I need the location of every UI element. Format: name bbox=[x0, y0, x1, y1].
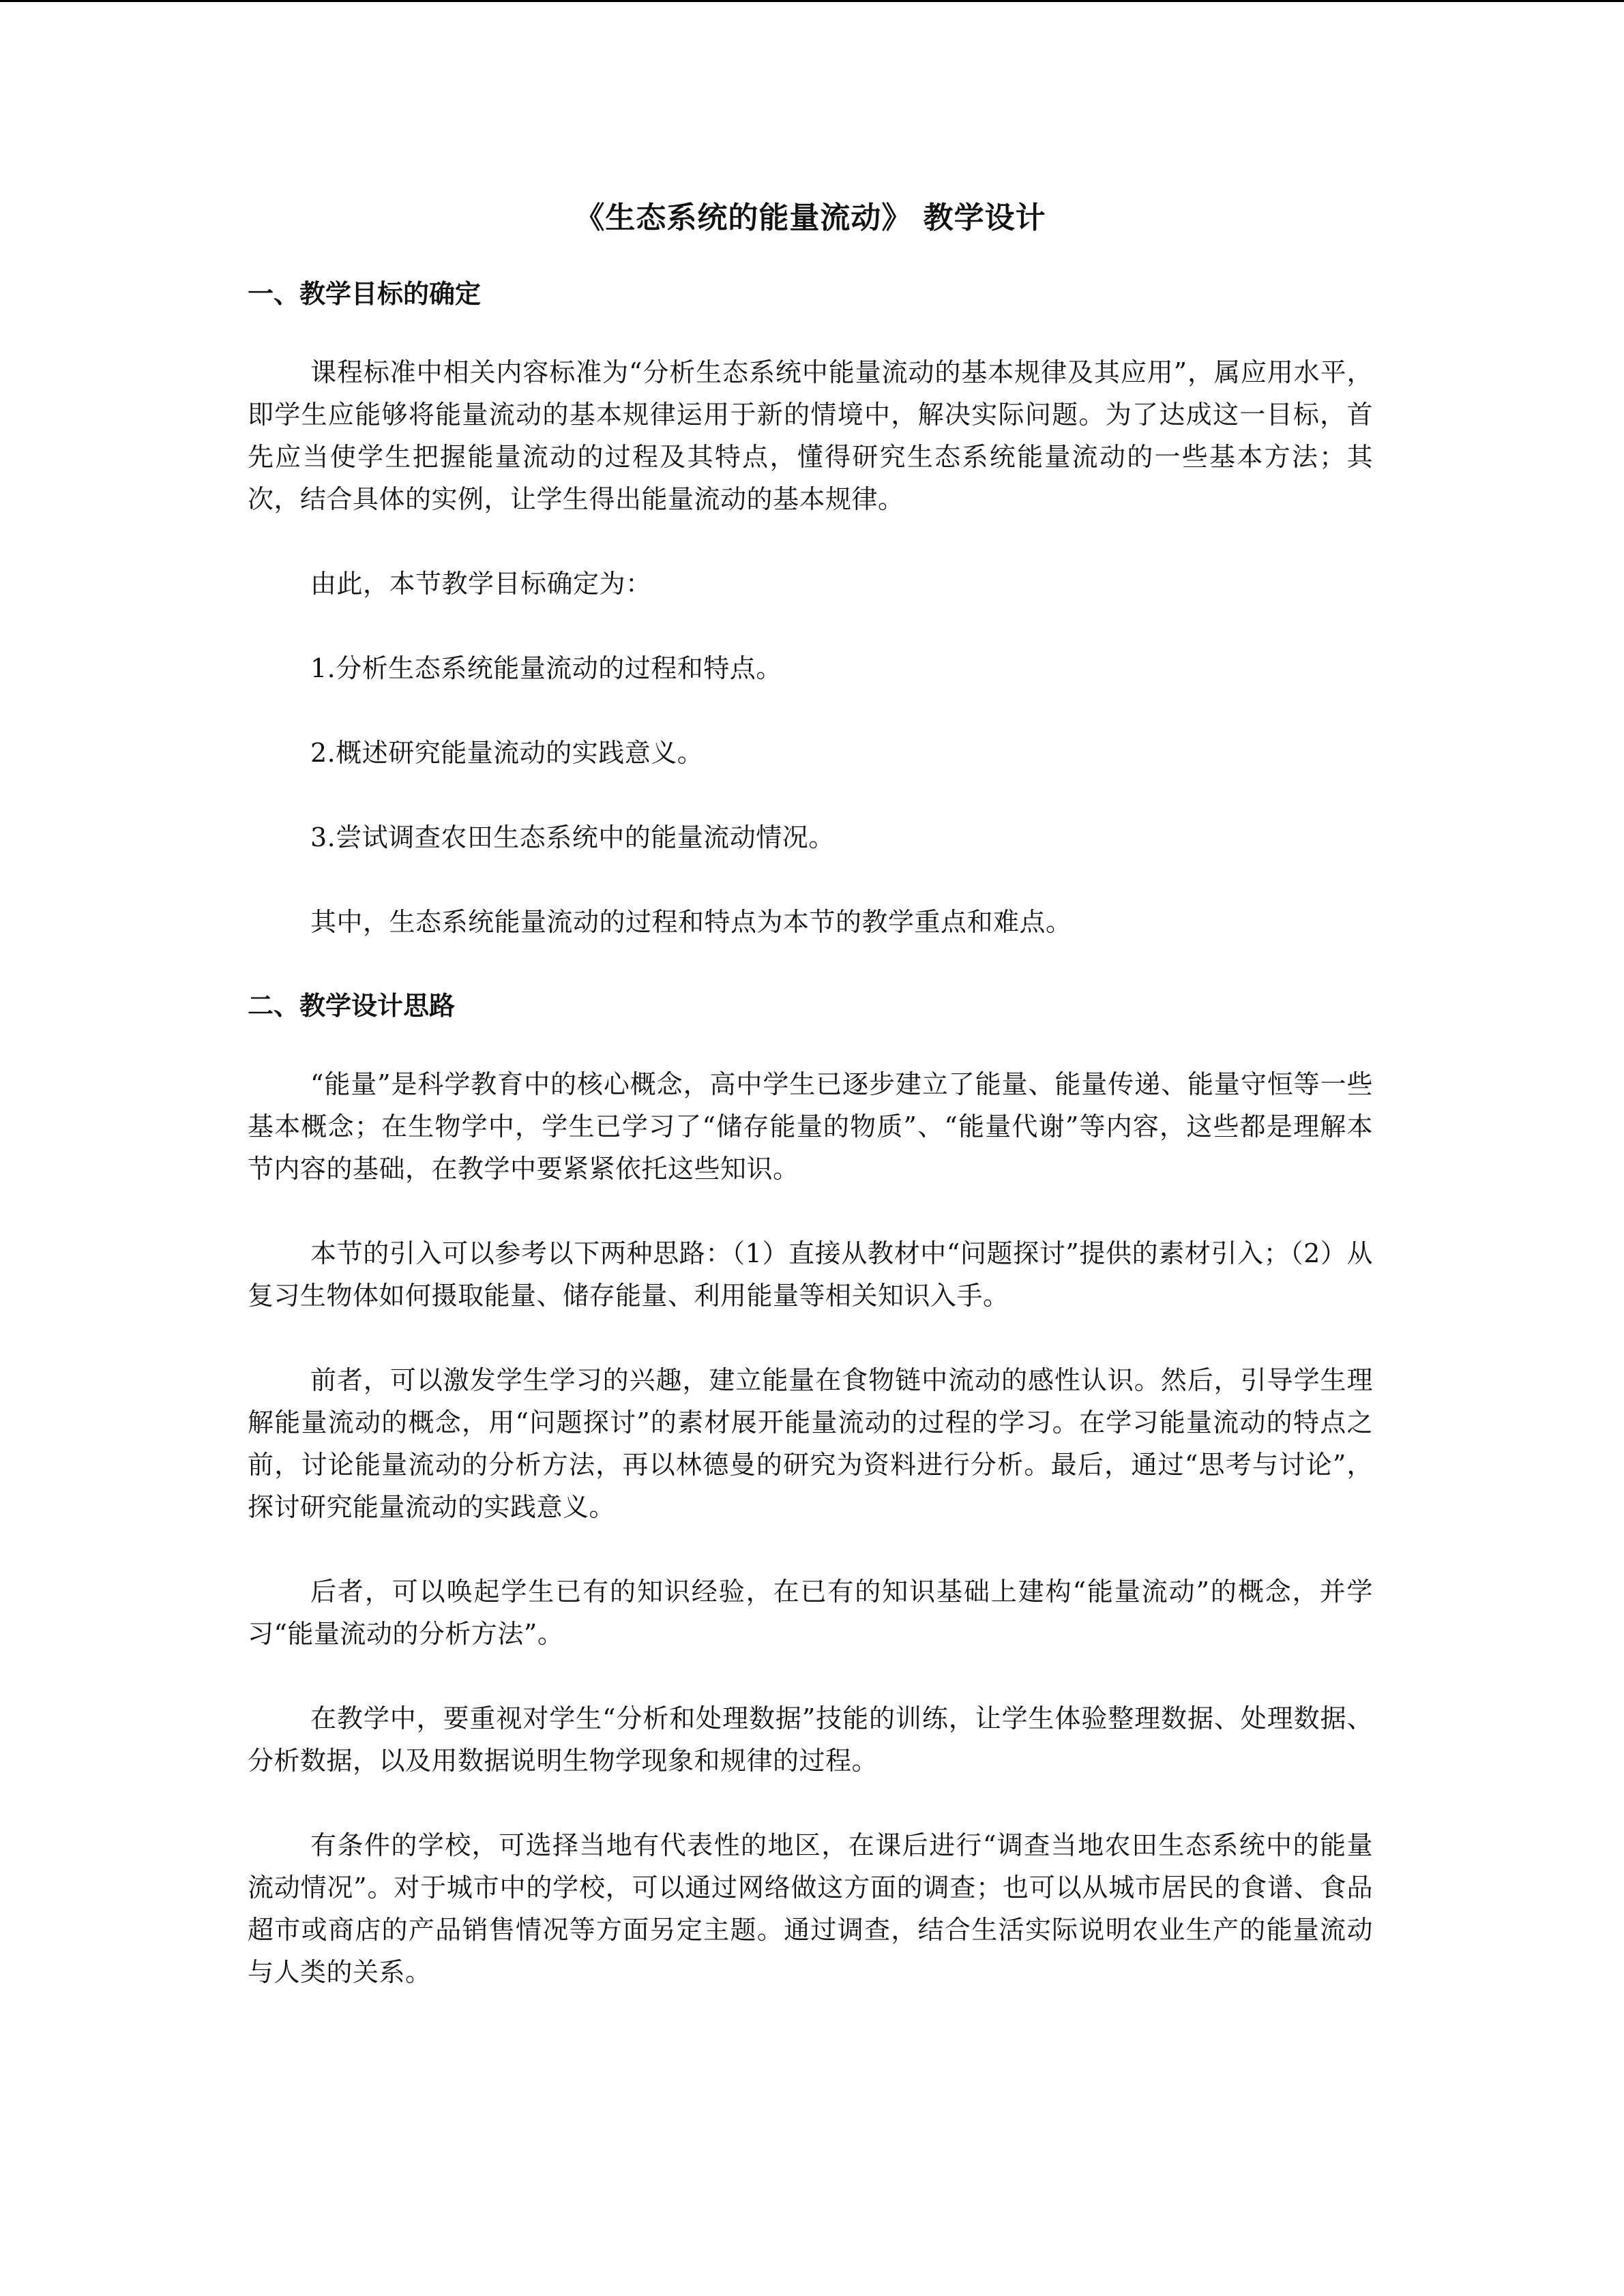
paragraph: 本节的引入可以参考以下两种思路：（1）直接从教材中“问题探讨”提供的素材引入；（2）从复习生物体如何摄取能量、储存能量、利用能量等相关知识入手。 bbox=[248, 1238, 1373, 1311]
paragraph: 由此，本节教学目标确定为： bbox=[310, 569, 652, 599]
paragraph: 有条件的学校，可选择当地有代表性的地区，在课后进行“调查当地农田生态系统中的能量流动情况”。对于城市中的学校，可以通过网络做这方面的调查；也可以从城市居民的食谱、食品超市或商店的产品销售情况等方面另定主题。通过调查，结合生活实际说明农业生产的能量流动与人类的关系。 bbox=[248, 1830, 1373, 1987]
objective-item: 1.分析生态系统能量流动的过程和特点。 bbox=[310, 653, 782, 683]
objective-item: 2.概述研究能量流动的实践意义。 bbox=[310, 738, 704, 768]
paragraph: 其中，生态系统能量流动的过程和特点为本节的教学重点和难点。 bbox=[310, 907, 1072, 937]
document-title: 《生态系统的能量流动》 教学设计 bbox=[574, 200, 1046, 235]
section-heading: 一、教学目标的确定 bbox=[248, 279, 482, 309]
paragraph: “能量”是科学教育中的核心概念，高中学生已逐步建立了能量、能量传递、能量守恒等一些基本概念；在生物学中，学生已学习了“储存能量的物质”、“能量代谢”等内容，这些都是理解本节内容的基础，在教学中要紧紧依托这些知识。 bbox=[248, 1069, 1373, 1184]
document-page bbox=[248, 194, 1373, 2036]
section-teaching-objectives bbox=[248, 273, 1373, 943]
section-design-approach bbox=[248, 985, 1373, 1993]
page-top-border bbox=[0, 0, 1624, 2]
paragraph: 课程标准中相关内容标准为“分析生态系统中能量流动的基本规律及其应用”，属应用水平，即学生应能够将能量流动的基本规律运用于新的情境中，解决实际问题。为了达成这一目标，首先应当使学生把握能量流动的过程及其特点，懂得研究生态系统能量流动的一些基本方法；其次，结合具体的实例，让学生得出能量流动的基本规律。 bbox=[248, 357, 1373, 514]
paragraph: 前者，可以激发学生学习的兴趣，建立能量在食物链中流动的感性认识。然后，引导学生理解能量流动的概念，用“问题探讨”的素材展开能量流动的过程的学习。在学习能量流动的特点之前，讨论能量流动的分析方法，再以林德曼的研究为资料进行分析。最后，通过“思考与讨论”，探讨研究能量流动的实践意义。 bbox=[248, 1365, 1373, 1522]
paragraph: 后者，可以唤起学生已有的知识经验，在已有的知识基础上建构“能量流动”的概念，并学习“能量流动的分析方法”。 bbox=[248, 1577, 1373, 1649]
paragraph: 在教学中，要重视对学生“分析和处理数据”技能的训练，让学生体验整理数据、处理数据、分析数据，以及用数据说明生物学现象和规律的过程。 bbox=[248, 1703, 1373, 1776]
objective-item: 3.尝试调查农田生态系统中的能量流动情况。 bbox=[310, 822, 835, 852]
section-heading: 二、教学设计思路 bbox=[248, 991, 456, 1021]
